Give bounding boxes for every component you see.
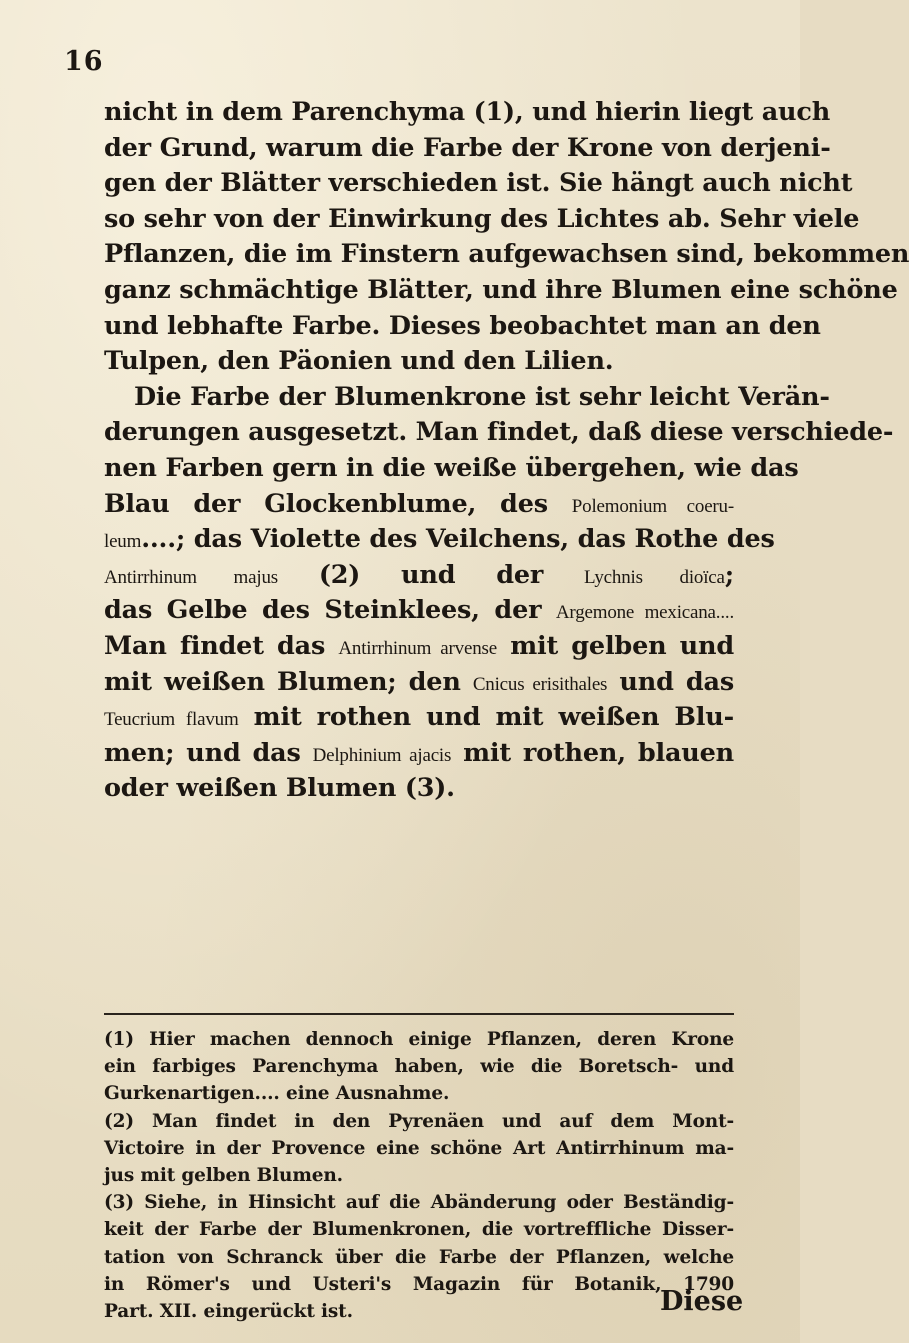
text-line-20: oder weißen Blumen (3). bbox=[104, 773, 455, 804]
text-line-3: gen der Blätter verschieden ist. Sie hängt auch nicht bbox=[104, 168, 853, 199]
latin-cnicus: Cnicus erisithales bbox=[472, 673, 608, 695]
footnote-line-1: (1) Hier machen dennoch einige Pflanzen, deren Krone bbox=[104, 1029, 734, 1050]
latin-delphinium: Delphinium ajacis bbox=[312, 744, 452, 766]
latin-antirrhinum-majus: Antirrhinum majus bbox=[104, 566, 278, 588]
latin-teucrium: Teucrium flavum bbox=[104, 709, 239, 731]
text-line-1: nicht in dem Parenchyma (1), und hierin liegt auch bbox=[104, 97, 831, 127]
page-number: 16 bbox=[64, 46, 104, 77]
text-line-8: Tulpen, den Päonien und den Lilien. bbox=[104, 346, 614, 377]
footnote-line-4: (2) Man findet in den Pyrenäen und auf dem Mont- bbox=[104, 1110, 734, 1132]
footnote-line-11: Part. XII. eingerückt ist. bbox=[104, 1300, 353, 1322]
latin-polemonium: Polemonium coeru- bbox=[571, 495, 734, 517]
text-line-4: so sehr von der Einwirkung des Lichtes ab. Sehr viele bbox=[104, 203, 860, 234]
footnote-line-8: keit der Farbe der Blumenkronen, die vortreffliche Disser- bbox=[104, 1219, 734, 1241]
footnote-line-5: Victoire in der Provence eine schöne Art Antirrhinum ma- bbox=[104, 1137, 734, 1159]
footnote-line-10: in Römer's und Usteri's Magazin für Botanik, 1790 bbox=[104, 1273, 734, 1295]
text-line-6: ganz schmächtige Blätter, und ihre Blumen eine schöne bbox=[104, 274, 898, 305]
main-text bbox=[104, 95, 909, 807]
latin-lychnis: Lychnis dioïca bbox=[584, 566, 725, 588]
text-line-18: Teucrium flavum mit rothen und mit weißen Blu- bbox=[104, 702, 734, 733]
latin-leum: leum bbox=[104, 531, 142, 553]
footnote-line-3: Gurkenartigen.... eine Ausnahme. bbox=[104, 1083, 450, 1105]
text-line-9: Die Farbe der Blumenkrone ist sehr leicht Verän- bbox=[134, 381, 830, 412]
footnotes bbox=[104, 1026, 734, 1325]
footnote-line-7: (3) Siehe, in Hinsicht auf die Abänderung oder Beständig- bbox=[104, 1192, 734, 1214]
text-line-7: und lebhafte Farbe. Dieses beobachtet man an den bbox=[104, 310, 821, 341]
latin-antirrhinum-arvense: Antirrhinum arvense bbox=[338, 637, 497, 659]
text-line-12: Blau der Glockenblume, des Polemonium coeru- bbox=[104, 488, 734, 519]
footnote-divider bbox=[104, 1013, 734, 1015]
text-line-17: mit weißen Blumen; den Cnicus erisithales und das bbox=[104, 666, 734, 697]
text-line-10: derungen ausgesetzt. Man findet, daß diese verschiede- bbox=[104, 417, 894, 448]
text-line-14: Antirrhinum majus (2) und der Lychnis dioïca; bbox=[104, 559, 734, 590]
text-line-13: leum....; das Violette des Veilchens, das Rothe des bbox=[104, 524, 775, 555]
latin-argemone: Argemone mexicana.... bbox=[555, 602, 734, 624]
footnote-line-2: ein farbiges Parenchyma haben, wie die Boretsch- und bbox=[104, 1056, 734, 1078]
text-line-15: das Gelbe des Steinklees, der Argemone mexicana.... bbox=[104, 595, 734, 626]
footnote-line-6: jus mit gelben Blumen. bbox=[104, 1164, 343, 1186]
text-line-19: men; und das Delphinium ajacis mit rothen, blauen bbox=[104, 737, 735, 768]
catchword: Diese bbox=[660, 1286, 744, 1317]
text-line-11: nen Farben gern in die weiße übergehen, wie das bbox=[104, 452, 799, 483]
text-line-5: Pflanzen, die im Finstern aufgewachsen sind, bekommen bbox=[104, 239, 909, 270]
footnote-line-9: tation von Schranck über die Farbe der Pflanzen, welche bbox=[104, 1246, 734, 1268]
text-line-2: der Grund, warum die Farbe der Krone von derjeni- bbox=[104, 132, 831, 163]
text-line-16: Man findet das Antirrhinum arvense mit gelben und bbox=[104, 630, 734, 661]
